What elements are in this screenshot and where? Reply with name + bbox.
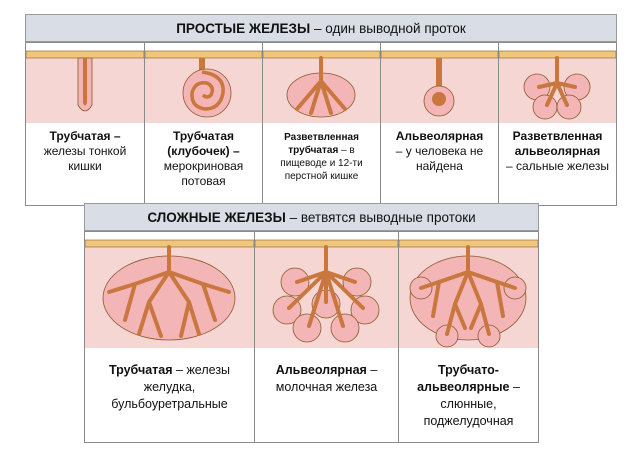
simple-branched-tubular-desc: – в пищеводе и 12-ти перстной кишке [280, 145, 363, 182]
simple-branched-alveolar-desc: – сальные железы [505, 159, 610, 173]
simple-branched-tubular-term: Разветвленная трубчатая [284, 132, 359, 156]
compound-tubular-desc: – железы желудка, бульбоуретральные [111, 363, 231, 411]
simple-branched-tubular-illustration [263, 43, 380, 123]
compound-glands-title: СЛОЖНЫЕ ЖЕЛЕЗЫ [147, 209, 286, 225]
simple-tubular-illustration [26, 43, 144, 123]
compound-tubular-term: Трубчатая [108, 363, 173, 377]
simple-alveolar-term: Альвеолярная [395, 129, 484, 143]
simple-coiled-desc: мерокриновая потовая [163, 159, 244, 188]
simple-tubular-cell [26, 43, 145, 205]
simple-branched-alveolar-cell [499, 43, 616, 205]
simple-glands-title: ПРОСТЫЕ ЖЕЛЕЗЫ [176, 20, 311, 36]
compound-alveolar-term: Альвеолярная [275, 363, 367, 377]
simple-tubular-term: Трубчатая – [49, 129, 121, 143]
compound-tubuloalveolar-desc: – слюнные, поджелудочная [423, 380, 520, 428]
compound-glands-header [84, 203, 539, 231]
compound-glands-subtitle: – ветвятся выводные протоки [285, 209, 476, 225]
simple-branched-alveolar-term: Разветвленная альвеолярная [512, 129, 603, 158]
simple-branched-alveolar-illustration [499, 43, 616, 123]
simple-branched-tubular-cell [263, 43, 381, 205]
compound-alveolar-illustration [255, 232, 398, 348]
compound-alveolar-desc: – молочная железа [275, 363, 378, 394]
simple-glands-header [25, 14, 617, 42]
simple-alveolar-illustration [381, 43, 498, 123]
simple-alveolar-desc: – у человека не найдена [395, 144, 484, 173]
compound-tubuloalveolar-term: Трубчато-альвеолярные [417, 363, 510, 394]
simple-tubular-desc: железы тонкой кишки [43, 144, 127, 173]
compound-alveolar-cell [255, 232, 399, 442]
compound-tubuloalveolar-illustration [399, 232, 538, 348]
compound-tubuloalveolar-cell [399, 232, 538, 442]
simple-coiled-term: Трубчатая (клубочек) – [167, 129, 240, 158]
simple-alveolar-cell [381, 43, 499, 205]
simple-coiled-cell [145, 43, 263, 205]
simple-glands-panel [25, 42, 617, 206]
compound-tubular-illustration [85, 232, 254, 348]
compound-glands-panel [84, 231, 539, 443]
simple-coiled-illustration [145, 43, 262, 123]
compound-tubular-cell [85, 232, 255, 442]
simple-glands-subtitle: – один выводной проток [310, 20, 466, 36]
